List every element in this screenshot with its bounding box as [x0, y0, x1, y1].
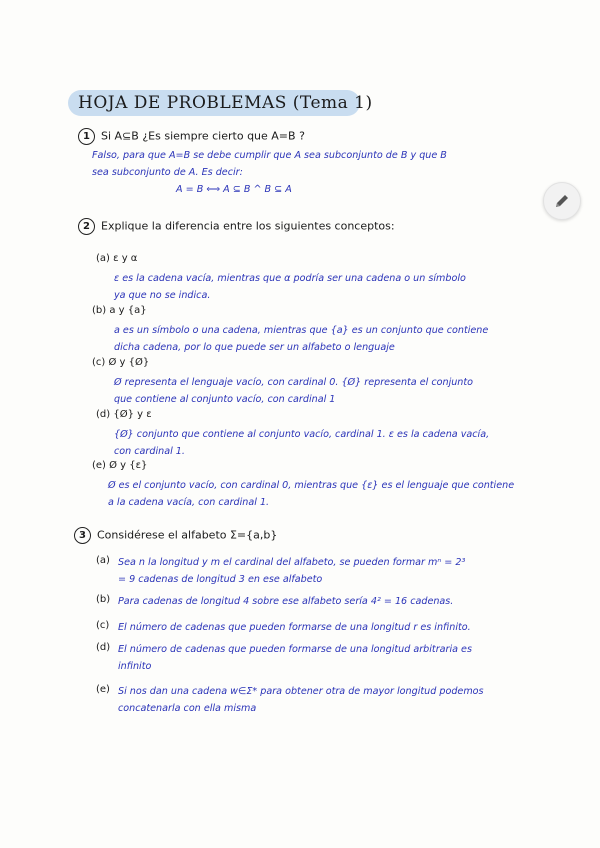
part-label: (c) Ø y {Ø} [92, 357, 150, 368]
question-text: Si A⊆B ¿Es siempre cierto que A=B ? [101, 129, 305, 143]
part-label: (a) [96, 555, 110, 566]
part-label: (b) [96, 594, 111, 605]
answer-line: Falso, para que A=B se debe cumplir que A sea subconjunto de B y que B [92, 150, 447, 161]
part-label: (c) [96, 620, 110, 631]
answer-3d [118, 641, 546, 675]
answer-3c [118, 619, 546, 636]
answer-line: Sea n la longitud y m el cardinal del alfabeto, se pueden formar mⁿ = 2³ [118, 557, 466, 568]
answer-line: dicha cadena, por lo que puede ser un alfabeto o lenguaje [114, 342, 395, 353]
answer-line: Ø representa el lenguaje vacío, con cardinal 0. {Ø} representa el conjunto [114, 377, 474, 388]
answer-line: a la cadena vacía, con cardinal 1. [108, 497, 270, 508]
answer-1 [92, 147, 542, 198]
part-label: (a) ε y α [96, 253, 138, 264]
part-label: (d) [96, 642, 111, 653]
question-number: 1 [78, 128, 95, 145]
part-label: (e) Ø y {ε} [92, 460, 148, 471]
answer-3a [118, 554, 546, 588]
answer-line: que contiene al conjunto vacío, con cardinal 1 [114, 394, 336, 405]
answer-line: a es un símbolo o una cadena, mientras que {a} es un conjunto que contiene [114, 325, 489, 336]
question-number: 2 [78, 218, 95, 235]
part-label: (b) a y {a} [92, 305, 147, 316]
answer-3e [118, 683, 546, 717]
answer-2b [114, 322, 544, 356]
title-block [68, 86, 373, 120]
answer-2c [114, 374, 544, 408]
question-1 [78, 128, 305, 145]
answer-2d [114, 426, 544, 460]
question-text: Explique la diferencia entre los siguientes conceptos: [101, 219, 395, 233]
question-number: 3 [74, 527, 91, 544]
answer-line: con cardinal 1. [114, 446, 185, 457]
answer-line: concatenarla con ella misma [118, 703, 257, 714]
question-3 [74, 527, 277, 544]
answer-line: infinito [118, 661, 152, 672]
answer-line: El número de cadenas que pueden formarse de una longitud r es infinito. [118, 622, 471, 633]
answer-line: = 9 cadenas de longitud 3 en ese alfabeto [118, 574, 323, 585]
answer-formula: A = B ⟺ A ⊆ B ^ B ⊆ A [176, 184, 292, 195]
answer-line: ε es la cadena vacía, mientras que α podría ser una cadena o un símbolo [114, 273, 466, 284]
question-text: Considérese el alfabeto Σ={a,b} [97, 528, 278, 542]
answer-line: sea subconjunto de A. Es decir: [92, 167, 243, 178]
part-label: (d) {Ø} y ε [96, 409, 152, 420]
page-title: HOJA DE PROBLEMAS (Tema 1) [78, 93, 373, 113]
pencil-icon [553, 192, 571, 210]
question-2 [78, 218, 395, 235]
edit-button[interactable] [543, 182, 581, 220]
answer-3b [118, 593, 546, 610]
part-label: (e) [96, 684, 110, 695]
answer-line: {Ø} conjunto que contiene al conjunto vacío, cardinal 1. ε es la cadena vacía, [114, 429, 490, 440]
answer-line: Para cadenas de longitud 4 sobre ese alfabeto sería 4² = 16 cadenas. [118, 596, 454, 607]
answer-line: Si nos dan una cadena w∈Σ* para obtener otra de mayor longitud podemos [118, 686, 484, 697]
answer-line: Ø es el conjunto vacío, con cardinal 0, mientras que {ε} es el lenguaje que contiene [108, 480, 515, 491]
answer-2a [114, 270, 544, 304]
answer-2e [108, 477, 548, 511]
answer-line: ya que no se indica. [114, 290, 211, 301]
answer-line: El número de cadenas que pueden formarse de una longitud arbitraria es [118, 644, 472, 655]
